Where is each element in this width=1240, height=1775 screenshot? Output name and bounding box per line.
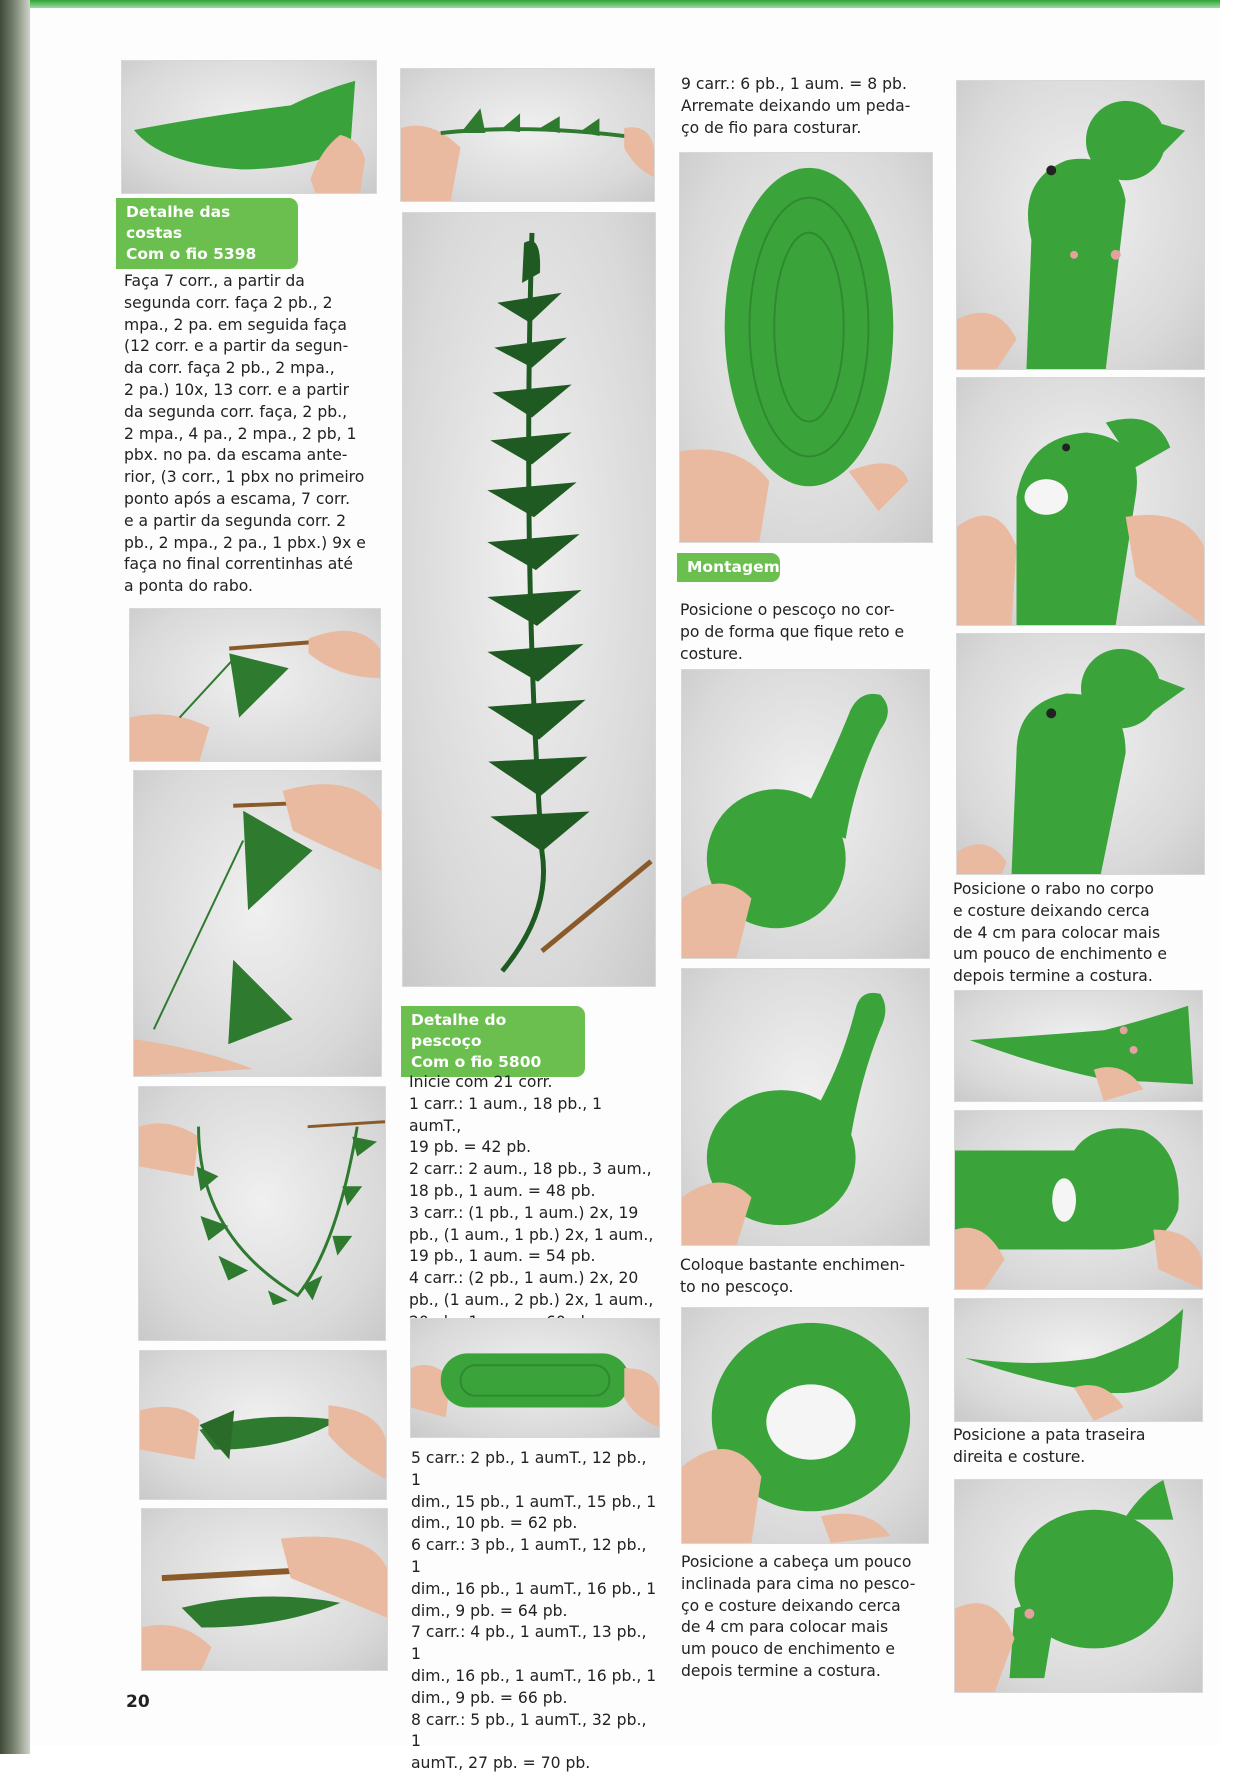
page-number: 20 — [126, 1692, 150, 1712]
round-9-and-finish: 9 carr.: 6 pb., 1 aum. = 8 pb. Arremate deixando um peda- ço de fio para costurar. — [681, 75, 911, 137]
photo-scale-close-1 — [139, 1350, 387, 1500]
photo-dino-head-2 — [956, 377, 1205, 626]
photo-neck-piece-flat — [679, 152, 933, 543]
back-detail-instructions: Faça 7 corr., a partir da segunda corr. faça 2 pb., 2 mpa., 2 pa. em seguida faça (12 corr. e a partir da segun- da corr. faça 2 pb., 2 mpa., 2 pa.) 10x, 13 corr. e a partir da segunda corr. faça, 2 pb., 2 mpa., 4 pa., 2 mpa., 2 pb, 1 pbx. no pa. da escama ante- rior, (3 corr., 1 pbx no primeiro ponto após a escama, 7 corr. e a partir da segunda corr. 2 pb., 2 mpa., 2 pa., 1 pbx.) 9x e faça no final correntinhas até a ponta do rabo. — [124, 272, 366, 596]
neck-detail-label-title: Detalhe do pescoço — [411, 1011, 507, 1050]
photo-scale-chain — [138, 1086, 386, 1341]
photo-neck-oval-base — [410, 1318, 660, 1438]
step-stuffing: Coloque bastante enchimen- to no pescoço. — [680, 1256, 905, 1296]
step-hind-leg: Posicione a pata traseira direita e costure. — [953, 1426, 1146, 1466]
photo-tail-and-body — [954, 1298, 1203, 1422]
photo-full-scale-spine — [402, 212, 656, 987]
neck-detail-label-yarn: Com o fio 5800 — [411, 1053, 542, 1071]
step-tail-position: Posicione o rabo no corpo e costure deixando cerca de 4 cm para colocar mais um pouco de enchimento e depois termine a costura. — [953, 880, 1168, 986]
photo-crochet-scale-2 — [133, 770, 382, 1077]
back-detail-label-title: Detalhe das costas — [126, 203, 231, 242]
photo-scale-strip — [400, 68, 655, 202]
photo-body-with-neck-2 — [681, 968, 930, 1246]
back-detail-label — [116, 198, 298, 269]
top-green-border — [30, 0, 1220, 8]
photo-scale-close-2 — [141, 1508, 388, 1671]
photo-body-side — [954, 1110, 1203, 1290]
photo-body-with-neck-1 — [681, 669, 930, 959]
neck-instructions-part1: Inicie com 21 corr. 1 carr.: 1 aum., 18 pb., 1 aumT., 19 pb. = 42 pb. 2 carr.: 2 aum., 18 pb., 3 aum., 18 pb., 1 aum. = 48 pb. 3 carr.: (1 pb., 1 aum.) 2x, 19 pb., (1 aum., 1 pb.) 2x, 1 aum., 19 pb., 1 aum. = 54 pb. 4 carr.: (2 pb., 1 aum.) 2x, 20 pb., (1 aum., 2 pb.) 2x, 1 aum., — [409, 1073, 654, 1309]
step-neck-position: Posicione o pescoço no cor- po de forma que fique reto e costure. — [680, 601, 905, 663]
neck-detail-label — [401, 1006, 585, 1077]
photo-dino-head-1 — [956, 80, 1205, 370]
back-detail-label-yarn: Com o fio 5398 — [126, 245, 257, 263]
neck-instructions-part2: 5 carr.: 2 pb., 1 aumT., 12 pb., 1 dim., 15 pb., 1 aumT., 15 pb., 1 dim., 10 pb. = 62 pb. 6 carr.: 3 pb., 1 aumT., 12 pb., 1 dim., 16 pb., 1 aumT., 16 pb., 1 dim., 9 pb. = 64 pb. 7 carr.: 4 pb., 1 aumT., 13 pb., 1 dim., 16 pb., 1 aumT., 16 pb., 1 dim., 9 pb. = 66 pb. 8 carr.: 5 pb., 1 aumT., 32 pb., 1 aumT., 27 pb. = 70 pb. — [411, 1449, 657, 1773]
photo-tail-attached — [954, 990, 1203, 1102]
photo-dino-head-3 — [956, 633, 1205, 875]
photo-crochet-scale-1 — [129, 608, 381, 762]
book-spine-shadow — [0, 0, 30, 1754]
photo-head-stuffing — [681, 1307, 929, 1544]
photo-tail-finished — [121, 60, 377, 194]
assembly-label: Montagem: — [677, 553, 780, 582]
photo-hind-leg-attached — [954, 1479, 1203, 1693]
step-head-position: Posicione a cabeça um pouco inclinada para cima no pesco- ço e costure deixando cerca de 4 cm para colocar mais um pouco de enchimento e depois termine a costura. — [681, 1553, 916, 1680]
